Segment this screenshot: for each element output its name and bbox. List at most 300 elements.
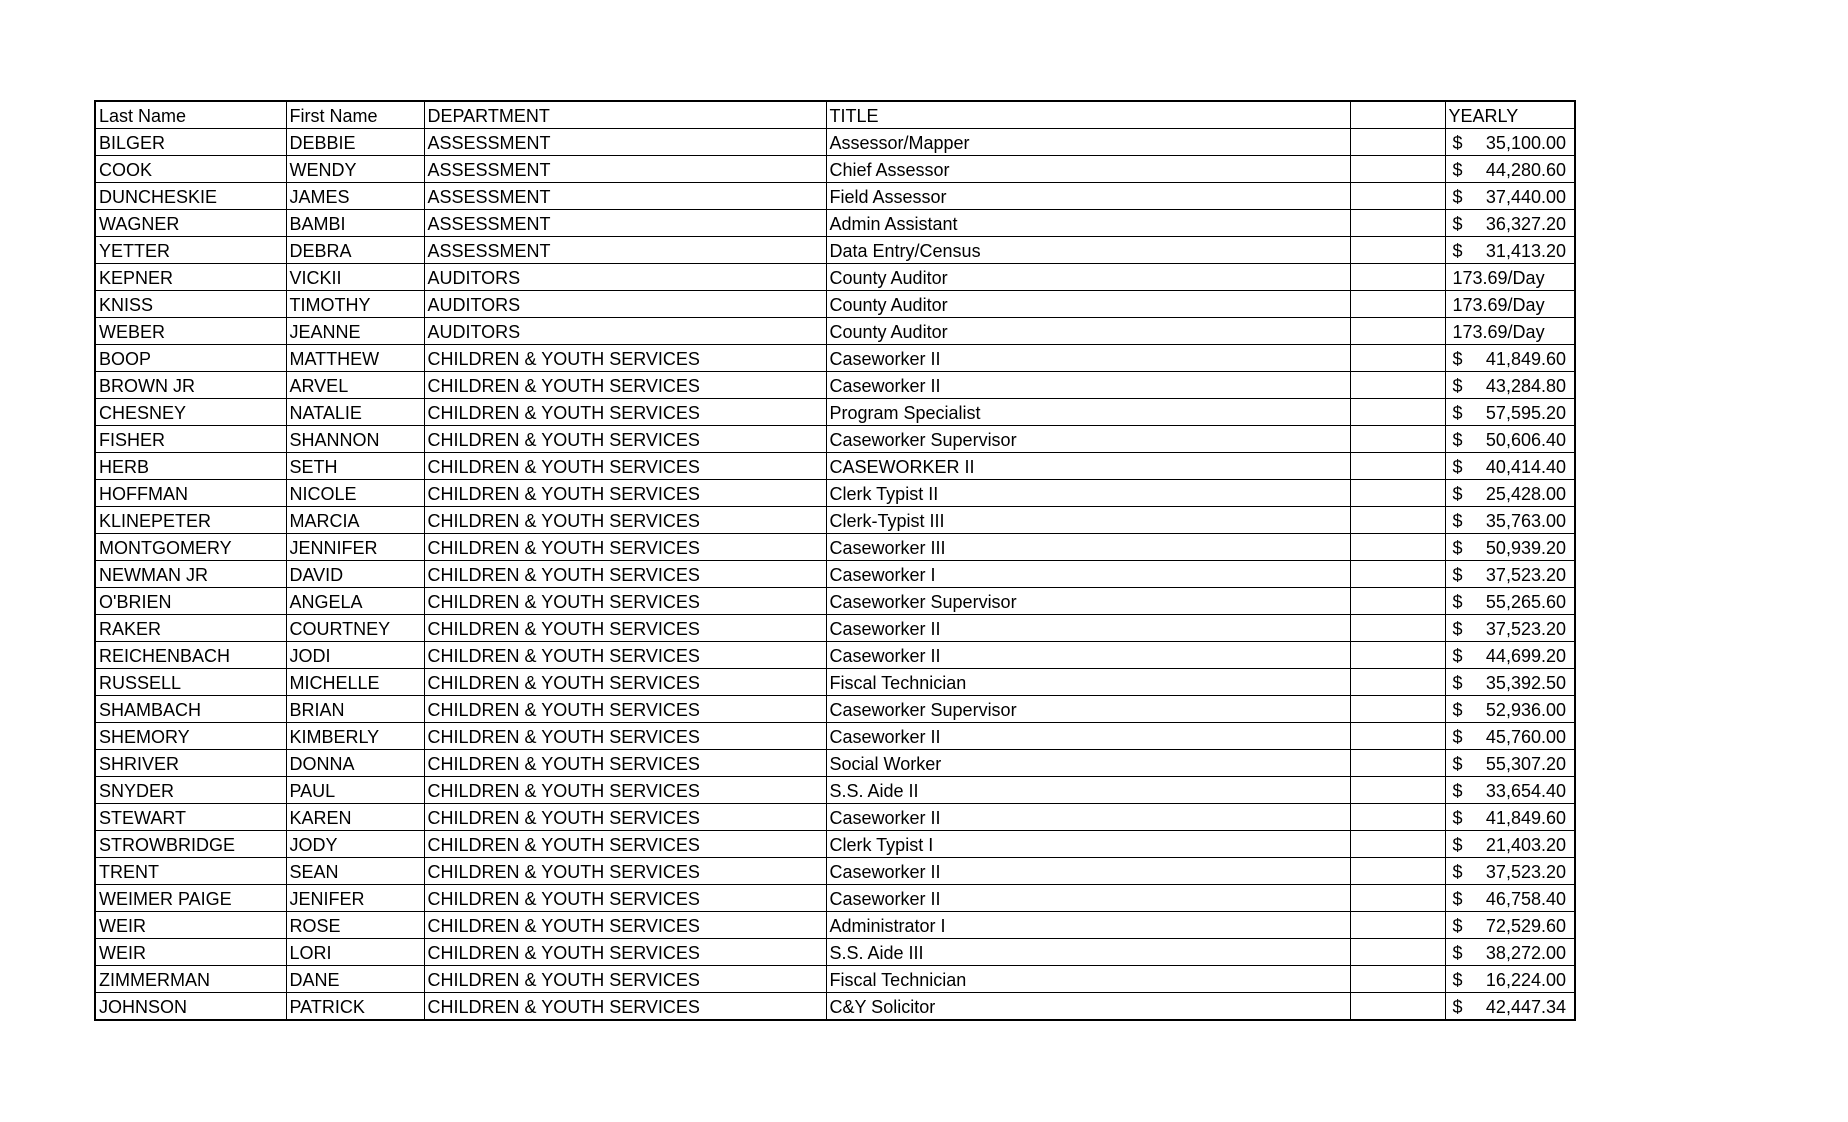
yearly-amount: 37,523.20 [1485,619,1566,639]
title-cell: County Auditor [826,264,1350,291]
first-name-cell: JODY [286,831,424,858]
yearly-amount: 55,265.60 [1485,592,1566,612]
table-row [95,912,1575,939]
department-cell: CHILDREN & YOUTH SERVICES [424,885,826,912]
first-name-cell: JENNIFER [286,534,424,561]
blank-cell [1350,264,1445,291]
last-name-cell: HERB [95,453,286,480]
yearly-cell [1445,750,1575,777]
table-row [95,507,1575,534]
header-row [95,101,1575,129]
title-cell: Caseworker Supervisor [826,426,1350,453]
last-name-cell: KLINEPETER [95,507,286,534]
first-name-cell: PATRICK [286,993,424,1021]
last-name-cell: JOHNSON [95,993,286,1021]
first-name-cell: DAVID [286,561,424,588]
salary-table [94,100,1576,1021]
department-cell: AUDITORS [424,291,826,318]
last-name-cell: BILGER [95,129,286,156]
department-cell: CHILDREN & YOUTH SERVICES [424,507,826,534]
table-row [95,723,1575,750]
blank-cell [1350,669,1445,696]
yearly-cell [1445,858,1575,885]
yearly-cell [1445,318,1575,345]
last-name-cell: STEWART [95,804,286,831]
yearly-amount: 50,606.40 [1485,430,1566,450]
table-row [95,426,1575,453]
title-cell: Clerk Typist II [826,480,1350,507]
last-name-cell: KEPNER [95,264,286,291]
header-blank [1350,101,1445,129]
last-name-cell: RUSSELL [95,669,286,696]
first-name-cell: JODI [286,642,424,669]
currency-symbol: $ [1452,916,1463,936]
yearly-cell [1445,426,1575,453]
yearly-amount: 72,529.60 [1485,916,1566,936]
currency-symbol: $ [1452,835,1463,855]
title-cell: Data Entry/Census [826,237,1350,264]
title-cell: Clerk-Typist III [826,507,1350,534]
blank-cell [1350,858,1445,885]
last-name-cell: CHESNEY [95,399,286,426]
table-row [95,561,1575,588]
blank-cell [1350,399,1445,426]
blank-cell [1350,642,1445,669]
yearly-cell [1445,183,1575,210]
blank-cell [1350,129,1445,156]
currency-symbol: $ [1452,457,1463,477]
yearly-cell [1445,399,1575,426]
yearly-amount: 37,440.00 [1485,187,1566,207]
department-cell: CHILDREN & YOUTH SERVICES [424,426,826,453]
currency-symbol: $ [1452,808,1463,828]
first-name-cell: JEANNE [286,318,424,345]
last-name-cell: MONTGOMERY [95,534,286,561]
first-name-cell: DEBRA [286,237,424,264]
last-name-cell: TRENT [95,858,286,885]
header-first-name: First Name [286,101,424,129]
title-cell: Admin Assistant [826,210,1350,237]
last-name-cell: WEIR [95,912,286,939]
currency-symbol: $ [1452,241,1463,261]
currency-symbol: $ [1452,160,1463,180]
department-cell: CHILDREN & YOUTH SERVICES [424,345,826,372]
blank-cell [1350,615,1445,642]
title-cell: Caseworker II [826,372,1350,399]
table-row [95,480,1575,507]
last-name-cell: STROWBRIDGE [95,831,286,858]
last-name-cell: BOOP [95,345,286,372]
currency-symbol: $ [1452,646,1463,666]
table-row [95,534,1575,561]
first-name-cell: MATTHEW [286,345,424,372]
title-cell: Clerk Typist I [826,831,1350,858]
table-row [95,453,1575,480]
table-row [95,129,1575,156]
table-row [95,183,1575,210]
yearly-cell [1445,993,1575,1021]
department-cell: ASSESSMENT [424,237,826,264]
currency-symbol: $ [1452,862,1463,882]
blank-cell [1350,291,1445,318]
first-name-cell: SEAN [286,858,424,885]
title-cell: Assessor/Mapper [826,129,1350,156]
yearly-amount: 41,849.60 [1485,808,1566,828]
title-cell: Caseworker Supervisor [826,696,1350,723]
department-cell: CHILDREN & YOUTH SERVICES [424,669,826,696]
yearly-cell [1445,264,1575,291]
yearly-cell [1445,723,1575,750]
currency-symbol: $ [1452,187,1463,207]
yearly-amount: 57,595.20 [1485,403,1566,423]
department-cell: CHILDREN & YOUTH SERVICES [424,939,826,966]
title-cell: Caseworker II [826,858,1350,885]
title-cell: Caseworker II [826,885,1350,912]
last-name-cell: O'BRIEN [95,588,286,615]
currency-symbol: $ [1452,943,1463,963]
last-name-cell: WEIMER PAIGE [95,885,286,912]
yearly-amount: 50,939.20 [1485,538,1566,558]
last-name-cell: HOFFMAN [95,480,286,507]
blank-cell [1350,453,1445,480]
yearly-cell [1445,156,1575,183]
blank-cell [1350,372,1445,399]
department-cell: CHILDREN & YOUTH SERVICES [424,804,826,831]
department-cell: CHILDREN & YOUTH SERVICES [424,480,826,507]
last-name-cell: ZIMMERMAN [95,966,286,993]
first-name-cell: COURTNEY [286,615,424,642]
yearly-cell [1445,372,1575,399]
currency-symbol: $ [1452,484,1463,504]
yearly-cell [1445,534,1575,561]
department-cell: AUDITORS [424,318,826,345]
first-name-cell: DONNA [286,750,424,777]
department-cell: CHILDREN & YOUTH SERVICES [424,993,826,1021]
currency-symbol: $ [1452,727,1463,747]
yearly-amount: 44,699.20 [1485,646,1566,666]
department-cell: ASSESSMENT [424,183,826,210]
table-row [95,939,1575,966]
first-name-cell: LORI [286,939,424,966]
yearly-amount: 38,272.00 [1485,943,1566,963]
first-name-cell: NATALIE [286,399,424,426]
yearly-cell [1445,210,1575,237]
yearly-cell [1445,939,1575,966]
yearly-amount: 35,392.50 [1485,673,1566,693]
yearly-amount: 42,447.34 [1485,997,1566,1017]
currency-symbol: $ [1452,781,1463,801]
department-cell: CHILDREN & YOUTH SERVICES [424,588,826,615]
first-name-cell: ANGELA [286,588,424,615]
yearly-amount: 45,760.00 [1485,727,1566,747]
currency-symbol: $ [1452,133,1463,153]
table-row [95,750,1575,777]
table-row [95,993,1575,1021]
yearly-cell [1445,129,1575,156]
blank-cell [1350,804,1445,831]
yearly-cell [1445,561,1575,588]
blank-cell [1350,156,1445,183]
last-name-cell: FISHER [95,426,286,453]
currency-symbol: $ [1452,349,1463,369]
blank-cell [1350,426,1445,453]
currency-symbol: $ [1452,889,1463,909]
last-name-cell: NEWMAN JR [95,561,286,588]
table-row [95,669,1575,696]
currency-symbol: $ [1452,754,1463,774]
last-name-cell: REICHENBACH [95,642,286,669]
yearly-cell [1445,345,1575,372]
first-name-cell: JENIFER [286,885,424,912]
title-cell: S.S. Aide III [826,939,1350,966]
title-cell: C&Y Solicitor [826,993,1350,1021]
title-cell: Caseworker II [826,804,1350,831]
yearly-cell [1445,615,1575,642]
first-name-cell: PAUL [286,777,424,804]
department-cell: CHILDREN & YOUTH SERVICES [424,912,826,939]
title-cell: Fiscal Technician [826,966,1350,993]
yearly-amount: 21,403.20 [1485,835,1566,855]
department-cell: CHILDREN & YOUTH SERVICES [424,777,826,804]
currency-symbol: $ [1452,673,1463,693]
yearly-cell [1445,966,1575,993]
yearly-cell [1445,912,1575,939]
table-row [95,156,1575,183]
yearly-rate: 173.69/Day [1452,295,1545,315]
currency-symbol: $ [1452,538,1463,558]
table-row [95,372,1575,399]
yearly-amount: 40,414.40 [1485,457,1566,477]
last-name-cell: SHRIVER [95,750,286,777]
title-cell: S.S. Aide II [826,777,1350,804]
first-name-cell: BRIAN [286,696,424,723]
title-cell: Caseworker II [826,723,1350,750]
last-name-cell: YETTER [95,237,286,264]
currency-symbol: $ [1452,565,1463,585]
blank-cell [1350,561,1445,588]
department-cell: CHILDREN & YOUTH SERVICES [424,858,826,885]
title-cell: Caseworker II [826,642,1350,669]
last-name-cell: WEBER [95,318,286,345]
currency-symbol: $ [1452,511,1463,531]
blank-cell [1350,588,1445,615]
header-last-name: Last Name [95,101,286,129]
department-cell: CHILDREN & YOUTH SERVICES [424,453,826,480]
blank-cell [1350,210,1445,237]
blank-cell [1350,480,1445,507]
blank-cell [1350,885,1445,912]
yearly-cell [1445,696,1575,723]
currency-symbol: $ [1452,619,1463,639]
currency-symbol: $ [1452,700,1463,720]
first-name-cell: VICKII [286,264,424,291]
blank-cell [1350,723,1445,750]
table-row [95,777,1575,804]
yearly-cell [1445,480,1575,507]
department-cell: CHILDREN & YOUTH SERVICES [424,696,826,723]
blank-cell [1350,183,1445,210]
currency-symbol: $ [1452,430,1463,450]
yearly-cell [1445,831,1575,858]
yearly-amount: 35,100.00 [1485,133,1566,153]
last-name-cell: WEIR [95,939,286,966]
blank-cell [1350,696,1445,723]
department-cell: CHILDREN & YOUTH SERVICES [424,642,826,669]
yearly-cell [1445,588,1575,615]
title-cell: Caseworker III [826,534,1350,561]
table-row [95,885,1575,912]
department-cell: CHILDREN & YOUTH SERVICES [424,750,826,777]
department-cell: AUDITORS [424,264,826,291]
blank-cell [1350,966,1445,993]
department-cell: CHILDREN & YOUTH SERVICES [424,561,826,588]
last-name-cell: COOK [95,156,286,183]
yearly-amount: 16,224.00 [1485,970,1566,990]
first-name-cell: DEBBIE [286,129,424,156]
yearly-amount: 43,284.80 [1485,376,1566,396]
table-row [95,210,1575,237]
title-cell: Caseworker II [826,345,1350,372]
last-name-cell: KNISS [95,291,286,318]
table-row [95,588,1575,615]
last-name-cell: BROWN JR [95,372,286,399]
yearly-amount: 25,428.00 [1485,484,1566,504]
blank-cell [1350,993,1445,1021]
table-row [95,615,1575,642]
first-name-cell: ROSE [286,912,424,939]
title-cell: Administrator I [826,912,1350,939]
table-row [95,399,1575,426]
department-cell: CHILDREN & YOUTH SERVICES [424,399,826,426]
yearly-amount: 41,849.60 [1485,349,1566,369]
yearly-rate: 173.69/Day [1452,322,1545,342]
title-cell: Caseworker I [826,561,1350,588]
title-cell: Program Specialist [826,399,1350,426]
first-name-cell: BAMBI [286,210,424,237]
yearly-amount: 55,307.20 [1485,754,1566,774]
title-cell: Field Assessor [826,183,1350,210]
yearly-cell [1445,777,1575,804]
title-cell: Caseworker Supervisor [826,588,1350,615]
department-cell: ASSESSMENT [424,129,826,156]
table-row [95,831,1575,858]
last-name-cell: SNYDER [95,777,286,804]
first-name-cell: JAMES [286,183,424,210]
currency-symbol: $ [1452,214,1463,234]
yearly-cell [1445,885,1575,912]
currency-symbol: $ [1452,403,1463,423]
yearly-cell [1445,291,1575,318]
table-row [95,966,1575,993]
blank-cell [1350,777,1445,804]
title-cell: CASEWORKER II [826,453,1350,480]
last-name-cell: SHAMBACH [95,696,286,723]
yearly-cell [1445,507,1575,534]
yearly-amount: 33,654.40 [1485,781,1566,801]
title-cell: Fiscal Technician [826,669,1350,696]
blank-cell [1350,831,1445,858]
currency-symbol: $ [1452,997,1463,1017]
last-name-cell: SHEMORY [95,723,286,750]
table-row [95,642,1575,669]
yearly-rate: 173.69/Day [1452,268,1545,288]
last-name-cell: RAKER [95,615,286,642]
title-cell: County Auditor [826,318,1350,345]
first-name-cell: KAREN [286,804,424,831]
yearly-amount: 36,327.20 [1485,214,1566,234]
table-row [95,264,1575,291]
first-name-cell: WENDY [286,156,424,183]
first-name-cell: DANE [286,966,424,993]
first-name-cell: TIMOTHY [286,291,424,318]
department-cell: CHILDREN & YOUTH SERVICES [424,831,826,858]
title-cell: Caseworker II [826,615,1350,642]
first-name-cell: MARCIA [286,507,424,534]
last-name-cell: DUNCHESKIE [95,183,286,210]
department-cell: ASSESSMENT [424,210,826,237]
yearly-cell [1445,804,1575,831]
currency-symbol: $ [1452,970,1463,990]
table-row [95,345,1575,372]
table-row [95,318,1575,345]
yearly-amount: 44,280.60 [1485,160,1566,180]
blank-cell [1350,345,1445,372]
blank-cell [1350,939,1445,966]
title-cell: Chief Assessor [826,156,1350,183]
blank-cell [1350,534,1445,561]
table-row [95,237,1575,264]
department-cell: CHILDREN & YOUTH SERVICES [424,615,826,642]
yearly-amount: 52,936.00 [1485,700,1566,720]
table-row [95,804,1575,831]
currency-symbol: $ [1452,376,1463,396]
table-row [95,858,1575,885]
department-cell: CHILDREN & YOUTH SERVICES [424,966,826,993]
header-department: DEPARTMENT [424,101,826,129]
title-cell: Social Worker [826,750,1350,777]
yearly-amount: 37,523.20 [1485,565,1566,585]
yearly-cell [1445,642,1575,669]
first-name-cell: NICOLE [286,480,424,507]
yearly-cell [1445,237,1575,264]
first-name-cell: ARVEL [286,372,424,399]
department-cell: CHILDREN & YOUTH SERVICES [424,534,826,561]
blank-cell [1350,507,1445,534]
first-name-cell: MICHELLE [286,669,424,696]
department-cell: ASSESSMENT [424,156,826,183]
department-cell: CHILDREN & YOUTH SERVICES [424,372,826,399]
table-row [95,696,1575,723]
department-cell: CHILDREN & YOUTH SERVICES [424,723,826,750]
header-title: TITLE [826,101,1350,129]
title-cell: County Auditor [826,291,1350,318]
currency-symbol: $ [1452,592,1463,612]
yearly-amount: 35,763.00 [1485,511,1566,531]
yearly-amount: 31,413.20 [1485,241,1566,261]
yearly-amount: 37,523.20 [1485,862,1566,882]
blank-cell [1350,912,1445,939]
yearly-amount: 46,758.40 [1485,889,1566,909]
yearly-cell [1445,453,1575,480]
blank-cell [1350,318,1445,345]
first-name-cell: KIMBERLY [286,723,424,750]
table-row [95,291,1575,318]
last-name-cell: WAGNER [95,210,286,237]
yearly-cell [1445,669,1575,696]
header-yearly: YEARLY [1445,101,1575,129]
first-name-cell: SHANNON [286,426,424,453]
blank-cell [1350,750,1445,777]
